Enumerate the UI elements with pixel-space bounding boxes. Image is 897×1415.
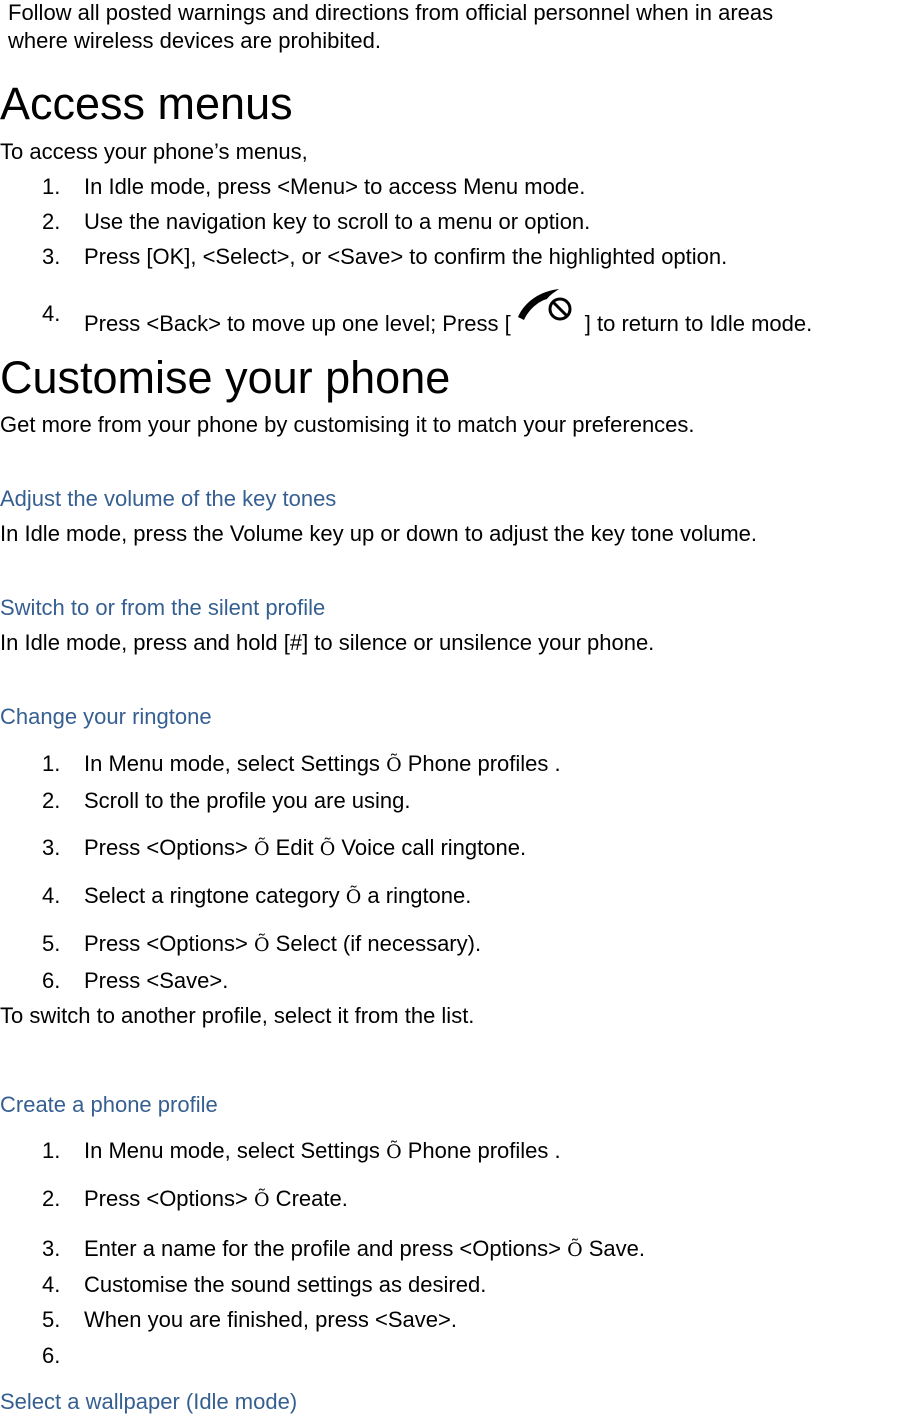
volume-text: In Idle mode, press the Volume key up or down to adjust the key tone volume. xyxy=(0,521,757,546)
ringtone-step-2-number: 2. xyxy=(42,788,61,813)
access-step-4-text-post: ] to return to Idle mode. xyxy=(584,311,813,336)
ringtone-step-4-text xyxy=(84,883,471,910)
ringtone-after-text: To switch to another profile, select it from the list. xyxy=(0,1003,475,1028)
create-step-3-b: Save. xyxy=(582,1236,646,1261)
ringtone-step-3-number: 3. xyxy=(42,835,61,860)
access-lead: To access your phone’s menus, xyxy=(0,139,308,164)
ringtone-step-4-number: 4. xyxy=(42,883,61,908)
ringtone-step-3-a: Press <Options> xyxy=(84,835,254,860)
ringtone-step-3-text xyxy=(84,835,526,862)
create-step-4-text: Customise the sound settings as desired. xyxy=(84,1272,487,1297)
access-step-4-number: 4. xyxy=(42,301,61,326)
ringtone-step-1-number: 1. xyxy=(42,751,61,776)
create-step-2-number: 2. xyxy=(42,1186,61,1211)
create-step-6-number: 6. xyxy=(42,1343,61,1368)
heading-access-menus: Access menus xyxy=(0,78,293,129)
ringtone-step-5-a: Press <Options> xyxy=(84,931,254,956)
ringtone-step-5-text xyxy=(84,931,481,958)
access-step-1-number: 1. xyxy=(42,174,61,199)
access-step-4-text xyxy=(84,301,812,341)
access-step-3-text: Press [OK], <Select>, or <Save> to confirm the highlighted option. xyxy=(84,244,728,269)
create-step-3-number: 3. xyxy=(42,1236,61,1261)
create-step-3-text xyxy=(84,1236,645,1263)
menu-arrow-icon: Õ xyxy=(253,934,270,956)
subheading-create-profile: Create a phone profile xyxy=(0,1092,218,1117)
silent-text: In Idle mode, press and hold [#] to silence or unsilence your phone. xyxy=(0,630,655,655)
heading-customise-your-phone: Customise your phone xyxy=(0,352,451,403)
create-step-5-text: When you are finished, press <Save>. xyxy=(84,1307,457,1332)
ringtone-step-4-a: Select a ringtone category xyxy=(84,883,346,908)
ringtone-step-4-b: a ringtone. xyxy=(361,883,472,908)
menu-arrow-icon: Õ xyxy=(345,886,362,908)
create-step-2-b: Create. xyxy=(269,1186,348,1211)
menu-arrow-icon: Õ xyxy=(319,838,336,860)
ringtone-step-6-text: Press <Save>. xyxy=(84,968,229,993)
intro-line-1: Follow all posted warnings and directions from official personnel when in areas xyxy=(8,0,774,25)
menu-arrow-icon: Õ xyxy=(567,1239,583,1261)
subheading-change-ringtone: Change your ringtone xyxy=(0,704,212,729)
create-step-1-a: In Menu mode, select Settings xyxy=(84,1138,387,1163)
menu-arrow-icon: Õ xyxy=(386,754,402,776)
access-step-4-text-pre: Press <Back> to move up one level; Press [ xyxy=(84,311,511,336)
ringtone-step-1-text xyxy=(84,751,561,778)
ringtone-step-1-b: Phone profiles . xyxy=(401,751,561,776)
ringtone-step-2-text: Scroll to the profile you are using. xyxy=(84,788,411,813)
ringtone-step-3-c: Voice call ringtone. xyxy=(335,835,527,860)
access-step-1-text: In Idle mode, press <Menu> to access Menu mode. xyxy=(84,174,586,199)
access-step-2-number: 2. xyxy=(42,209,61,234)
end-call-key-icon xyxy=(515,301,581,341)
subheading-silent-profile: Switch to or from the silent profile xyxy=(0,595,326,620)
create-step-1-text xyxy=(84,1138,561,1165)
create-step-1-number: 1. xyxy=(42,1138,61,1163)
subheading-adjust-volume: Adjust the volume of the key tones xyxy=(0,486,337,511)
ringtone-step-6-number: 6. xyxy=(42,968,61,993)
intro-line-2: where wireless devices are prohibited. xyxy=(8,28,381,53)
menu-arrow-icon: Õ xyxy=(386,1141,402,1163)
access-step-2-text: Use the navigation key to scroll to a menu or option. xyxy=(84,209,591,234)
menu-arrow-icon: Õ xyxy=(253,1189,270,1211)
ringtone-step-3-b: Edit xyxy=(269,835,320,860)
ringtone-step-1-a: In Menu mode, select Settings xyxy=(84,751,387,776)
create-step-2-text xyxy=(84,1186,348,1213)
access-step-3-number: 3. xyxy=(42,244,61,269)
create-step-1-b: Phone profiles . xyxy=(401,1138,561,1163)
customise-lead: Get more from your phone by customising it to match your preferences. xyxy=(0,412,695,437)
subheading-select-wallpaper: Select a wallpaper (Idle mode) xyxy=(0,1389,298,1414)
create-step-3-a: Enter a name for the profile and press <Options> xyxy=(84,1236,568,1261)
create-step-5-number: 5. xyxy=(42,1307,61,1332)
ringtone-step-5-b: Select (if necessary). xyxy=(269,931,482,956)
create-step-4-number: 4. xyxy=(42,1272,61,1297)
menu-arrow-icon: Õ xyxy=(253,838,270,860)
ringtone-step-5-number: 5. xyxy=(42,931,61,956)
create-step-2-a: Press <Options> xyxy=(84,1186,254,1211)
